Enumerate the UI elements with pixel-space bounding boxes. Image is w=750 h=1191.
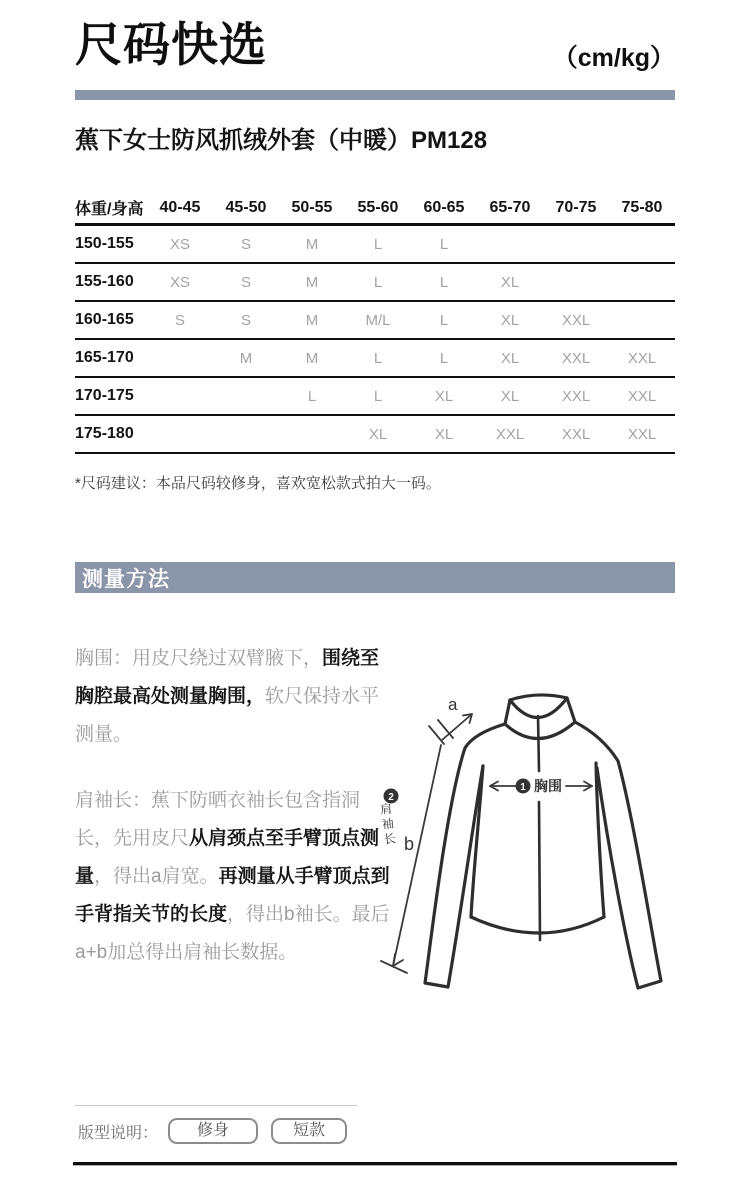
measure-p2: [75, 782, 391, 972]
size-cell: M: [305, 311, 319, 329]
col-header: 体重/身高: [75, 201, 144, 218]
sleeve-number: 2: [388, 792, 394, 803]
size-table-header-row: [75, 192, 675, 226]
col-header: 40-45: [159, 198, 201, 216]
size-cell: L: [373, 349, 383, 367]
size-table: [75, 192, 675, 454]
row-label: 170-175: [75, 387, 134, 404]
size-cell: M: [239, 349, 253, 367]
fit-tag[interactable]: 短款: [271, 1118, 347, 1144]
size-cell: XXL: [561, 425, 591, 443]
size-cell: S: [240, 273, 251, 291]
measure-p1: [75, 640, 391, 754]
row-label: 165-170: [75, 349, 134, 366]
sleeve-label-vertical: [379, 800, 396, 846]
size-cell: XXL: [627, 349, 657, 367]
size-cell: L: [439, 273, 449, 291]
size-cell: M/L: [365, 311, 391, 329]
text-segment: 肩袖长：蕉下防晒衣袖长包含指洞长，先用皮尺: [75, 790, 361, 849]
unit-label: （cm/kg）: [552, 44, 675, 72]
fit-tag[interactable]: 修身: [168, 1118, 258, 1144]
accent-divider-bar: [75, 90, 675, 100]
size-cell: XL: [500, 349, 520, 367]
col-header: 45-50: [225, 198, 267, 216]
row-label: 175-180: [75, 425, 134, 442]
chest-number: 1: [520, 782, 526, 793]
col-header: 55-60: [357, 198, 399, 216]
size-cell: XL: [368, 425, 388, 443]
row-label: 160-165: [75, 311, 134, 328]
row-label: 150-155: [75, 235, 134, 252]
jacket-outline: [425, 695, 661, 988]
sleeve-label-char: 长: [382, 831, 397, 847]
size-cell: XL: [500, 273, 520, 291]
label-a: a: [448, 695, 458, 714]
table-row: [75, 264, 675, 302]
table-row: [75, 302, 675, 340]
measure-instructions: [75, 640, 391, 972]
size-cell: XXL: [495, 425, 525, 443]
sleeve-label-char: 袖: [381, 816, 395, 832]
size-cell: XXL: [561, 311, 591, 329]
size-cell: XXL: [561, 349, 591, 367]
text-segment: 围绕至胸腔最高处测量胸围，: [75, 648, 380, 707]
text-segment: 从肩颈点至手臂顶点测量: [75, 828, 380, 887]
table-row: [75, 416, 675, 454]
size-cell: XL: [500, 311, 520, 329]
size-cell: L: [373, 387, 383, 405]
size-cell: XL: [434, 425, 454, 443]
size-table-body: [75, 226, 675, 454]
chest-label: 胸围: [534, 778, 562, 794]
size-cell: XS: [169, 273, 190, 291]
size-cell: XL: [500, 387, 520, 405]
text-segment: ，得出b袖长。最后a+b加总得出肩袖长数据。: [75, 904, 390, 963]
col-header: 75-80: [621, 198, 663, 216]
table-row: [75, 340, 675, 378]
size-cell: L: [373, 235, 383, 253]
table-row: [75, 226, 675, 264]
jacket-measurement-diagram: [370, 650, 680, 1040]
size-cell: M: [305, 273, 319, 291]
size-cell: L: [439, 311, 449, 329]
size-cell: M: [305, 235, 319, 253]
text-segment: ，得出a肩宽。: [94, 866, 219, 887]
size-cell: XXL: [627, 387, 657, 405]
fit-description-row: [78, 1118, 360, 1144]
text-segment: 胸围：用皮尺绕过双臂腋下，: [75, 648, 323, 669]
bottom-rule: [73, 1162, 677, 1166]
size-cell: S: [174, 311, 185, 329]
product-name: 蕉下女士防风抓绒外套（中暖）PM128: [75, 127, 488, 154]
section-header-measure-method: [75, 562, 675, 593]
size-cell: L: [307, 387, 317, 405]
jacket-line-art: [370, 650, 680, 1040]
col-header: 65-70: [489, 198, 531, 216]
size-cell: L: [439, 235, 449, 253]
size-cell: M: [305, 349, 319, 367]
col-header: 50-55: [291, 198, 333, 216]
size-cell: S: [240, 311, 251, 329]
size-cell: XL: [434, 387, 454, 405]
size-cell: XXL: [561, 387, 591, 405]
text-segment: 再测量从手臂顶点到手背指关节的长度: [75, 866, 390, 925]
col-header: 70-75: [555, 198, 597, 216]
size-advice-note: *尺码建议：本品尺码较修身，喜欢宽松款式拍大一码。: [75, 475, 441, 492]
section-title: 测量方法: [82, 567, 170, 591]
size-cell: XS: [169, 235, 190, 253]
label-b: b: [404, 834, 415, 854]
text-segment: 软尺保持水平测量。: [75, 686, 380, 745]
footer-divider: [75, 1105, 357, 1106]
sleeve-label-char: 肩: [379, 801, 393, 817]
fit-label: 版型说明：: [78, 1124, 159, 1142]
size-cell: S: [240, 235, 251, 253]
row-label: 155-160: [75, 273, 134, 290]
size-cell: L: [373, 273, 383, 291]
fit-tags: [168, 1118, 360, 1144]
table-row: [75, 378, 675, 416]
size-cell: L: [439, 349, 449, 367]
size-cell: XXL: [627, 425, 657, 443]
col-header: 60-65: [423, 198, 465, 216]
page-title: 尺码快选: [75, 18, 267, 71]
